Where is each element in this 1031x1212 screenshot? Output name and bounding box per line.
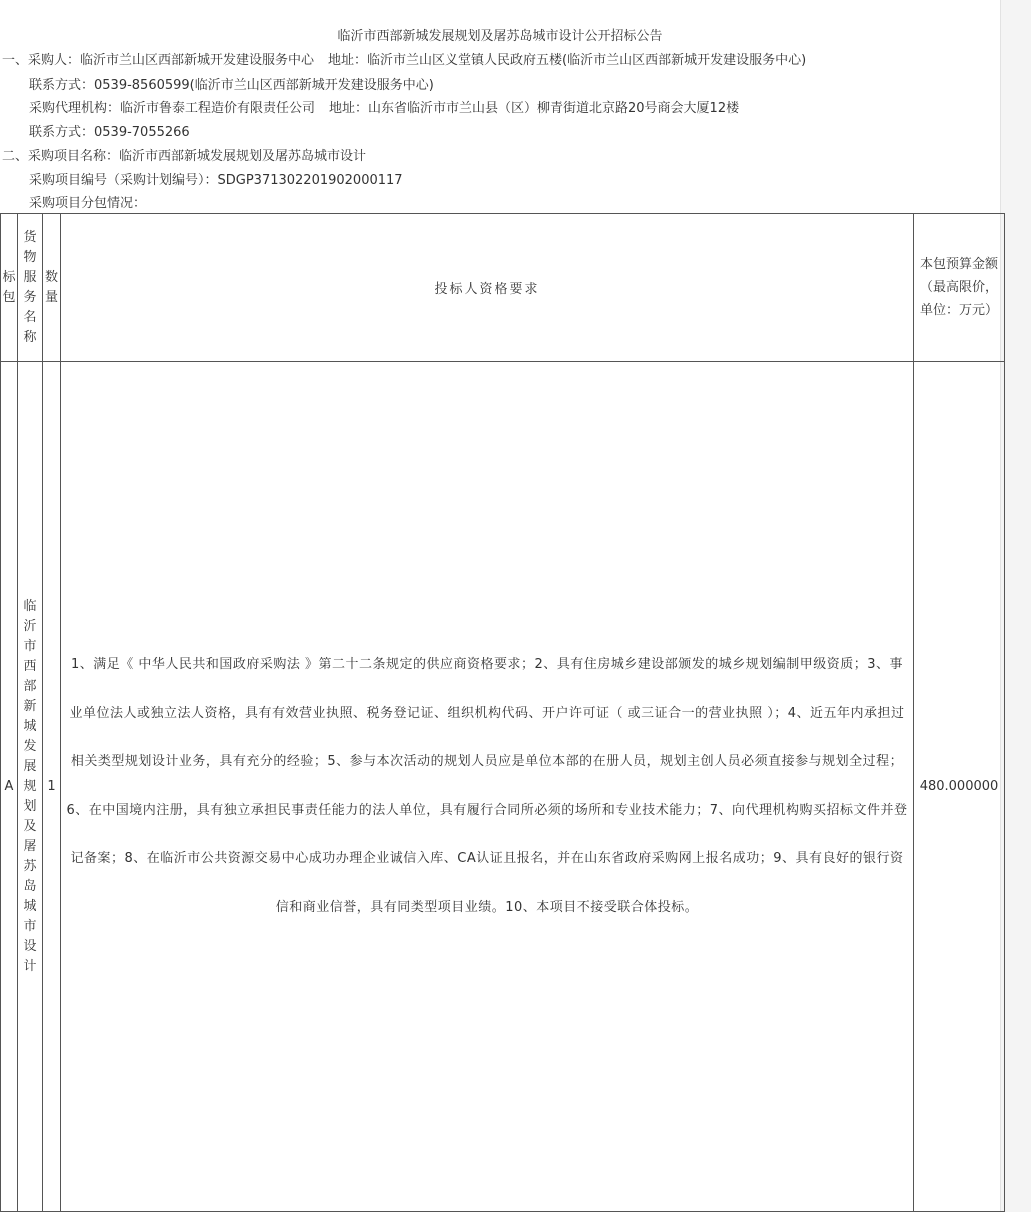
header-goods-name: 货物服务名称 <box>18 214 43 362</box>
purchaser-contact: 联系方式：0539-8560599(临沂市兰山区西部新城开发建设服务中心) <box>29 78 434 93</box>
agent-name: 采购代理机构：临沂市鲁泰工程造价有限责任公司 <box>29 101 316 116</box>
agent-line <box>29 99 739 119</box>
header-requirements: 投标人资格要求 <box>61 214 914 362</box>
table-header-row <box>1 214 1005 362</box>
agent-address: 地址：山东省临沂市市兰山县（区）柳青街道北京路20号商会大厦12楼 <box>329 101 740 116</box>
header-quantity: 数量 <box>43 214 61 362</box>
cell-package: A <box>1 362 18 1212</box>
header-package: 标包 <box>1 214 18 362</box>
package-table <box>0 213 1005 1212</box>
cell-quantity: 1 <box>43 362 61 1212</box>
notice-title: 临沂市西部新城发展规划及屠苏岛城市设计公开招标公告 <box>337 29 663 44</box>
cell-goods-name: 临沂市西部新城发展规划及屠苏岛城市设计 <box>18 362 43 1212</box>
purchaser-line <box>2 51 806 71</box>
cell-budget: 480.000000 <box>914 362 1005 1212</box>
agent-contact: 联系方式：0539-7055266 <box>29 125 190 140</box>
purchaser-address: 地址：临沂市兰山区义堂镇人民政府五楼(临沂市兰山区西部新城开发建设服务中心) <box>328 53 807 68</box>
cell-requirements: 1、满足《 中华人民共和国政府采购法 》第二十二条规定的供应商资格要求；2、具有住房城乡建设部颁发的城乡规划编制甲级资质；3、事业单位法人或独立法人资格，具有有效营业执照、税务登记证、组织机构代码、开户许可证（ 或三证合一的营业执照 ）；4、近五年内承担过相关类型规划设计业务，具有充分的经验；5、参与本次活动的规划人员应是单位本部的在册人员，规划主创人员必须直接参与规划全过程；6、在中国境内注册，具有独立承担民事责任能力的法人单位，具有履行合同所必须的场所和专业技术能力；7、向代理机构购买招标文件并登记备案；8、在临沂市公共资源交易中心成功办理企业诚信入库、CA认证且报名，并在山东省政府采购网上报名成功；9、具有良好的银行资信和商业信誉，具有同类型项目业绩。10、本项目不接受联合体投标。 <box>61 362 914 1212</box>
table-row <box>1 362 1005 1212</box>
header-budget: 本包预算金额（最高限价，单位：万元） <box>914 214 1005 362</box>
package-info-label: 采购项目分包情况： <box>29 196 147 211</box>
purchaser-label: 一、采购人：临沂市兰山区西部新城开发建设服务中心 <box>2 53 315 68</box>
project-name: 二、采购项目名称：临沂市西部新城发展规划及屠苏岛城市设计 <box>2 149 367 164</box>
project-number: 采购项目编号（采购计划编号）：SDGP371302201902000117 <box>29 173 403 188</box>
